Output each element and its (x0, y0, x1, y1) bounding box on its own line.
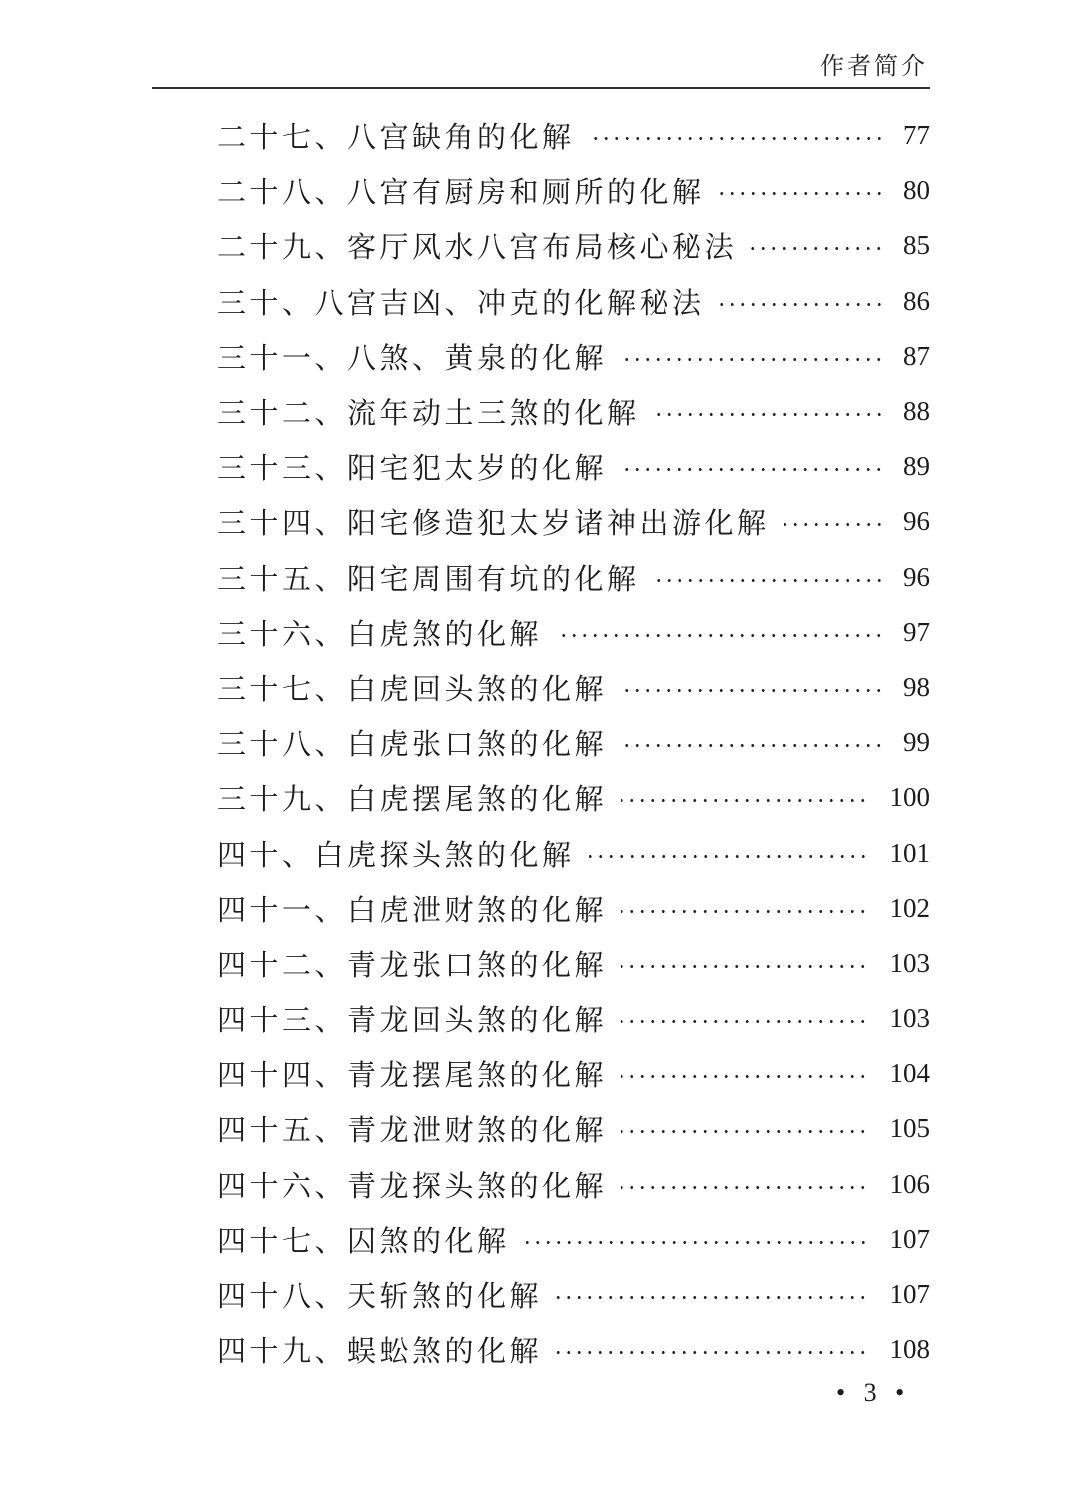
toc-entry-title: 四十一、白虎泄财煞的化解 (217, 892, 608, 927)
table-of-contents (217, 108, 930, 1377)
header-divider (152, 87, 930, 89)
toc-entry[interactable] (217, 770, 930, 825)
dot-leader (556, 1351, 868, 1354)
toc-entry-title: 四十、白虎探头煞的化解 (217, 837, 575, 872)
toc-entry-page: 100 (889, 782, 930, 813)
toc-entry-page: 96 (903, 506, 930, 537)
toc-entry-page: 85 (903, 230, 930, 261)
toc-entry-title: 三十五、阳宅周围有坑的化解 (217, 561, 640, 596)
toc-entry-title: 四十三、青龙回头煞的化解 (217, 1003, 608, 1038)
toc-entry-title: 二十九、客厅风水八宫布局核心秘法 (217, 230, 738, 265)
dot-leader (621, 358, 884, 361)
toc-entry[interactable] (217, 1212, 930, 1267)
toc-entry-page: 88 (903, 396, 930, 427)
toc-entry-page: 104 (889, 1058, 930, 1089)
toc-entry-title: 四十五、青龙泄财煞的化解 (217, 1113, 608, 1148)
dot-leader (621, 744, 884, 747)
toc-entry[interactable] (217, 605, 930, 660)
running-header: 作者简介 (820, 52, 928, 80)
dot-leader (556, 1296, 868, 1299)
toc-entry[interactable] (217, 108, 930, 163)
toc-entry[interactable] (217, 163, 930, 218)
toc-entry-page: 105 (889, 1113, 930, 1144)
dot-leader (654, 579, 884, 582)
toc-entry[interactable] (217, 1267, 930, 1322)
dot-leader (589, 137, 884, 140)
dot-leader (719, 303, 884, 306)
toc-entry-page: 97 (903, 616, 930, 647)
toc-entry[interactable] (217, 218, 930, 273)
toc-entry-page: 80 (903, 175, 930, 206)
toc-entry-page: 101 (889, 837, 930, 868)
toc-entry-title: 四十四、青龙摆尾煞的化解 (217, 1058, 608, 1093)
dot-leader (621, 1186, 868, 1189)
toc-entry[interactable] (217, 550, 930, 605)
toc-entry-page: 87 (903, 340, 930, 371)
toc-entry[interactable] (217, 274, 930, 329)
toc-entry[interactable] (217, 329, 930, 384)
toc-entry-page: 106 (889, 1168, 930, 1199)
toc-entry[interactable] (217, 494, 930, 549)
toc-entry-title: 四十二、青龙张口煞的化解 (217, 947, 608, 982)
toc-entry-title: 三十六、白虎煞的化解 (217, 616, 543, 651)
toc-entry-page: 103 (889, 1003, 930, 1034)
dot-leader (719, 192, 884, 195)
dot-leader (621, 1075, 868, 1078)
toc-entry-title: 四十七、囚煞的化解 (217, 1223, 510, 1258)
toc-entry-title: 三十七、白虎回头煞的化解 (217, 671, 608, 706)
toc-entry-page: 77 (903, 120, 930, 151)
dot-leader (621, 799, 868, 802)
dot-leader (621, 689, 884, 692)
toc-entry[interactable] (217, 660, 930, 715)
toc-entry[interactable] (217, 715, 930, 770)
toc-entry-title: 三十二、流年动土三煞的化解 (217, 396, 640, 431)
toc-entry[interactable] (217, 1101, 930, 1156)
toc-entry-page: 96 (903, 561, 930, 592)
toc-entry-page: 89 (903, 451, 930, 482)
toc-entry[interactable] (217, 1046, 930, 1101)
toc-entry-page: 108 (889, 1334, 930, 1365)
toc-entry[interactable] (217, 439, 930, 494)
dot-leader (524, 1241, 868, 1244)
toc-entry-title: 三十八、白虎张口煞的化解 (217, 727, 608, 762)
toc-entry[interactable] (217, 1322, 930, 1377)
toc-entry-page: 98 (903, 671, 930, 702)
toc-entry-title: 二十八、八宫有厨房和厕所的化解 (217, 175, 705, 210)
toc-entry-page: 102 (889, 892, 930, 923)
toc-entry-title: 三十、八宫吉凶、冲克的化解秘法 (217, 285, 705, 320)
toc-entry-title: 二十七、八宫缺角的化解 (217, 120, 575, 155)
toc-entry-page: 103 (889, 947, 930, 978)
dot-leader (751, 247, 884, 250)
dot-leader (556, 634, 884, 637)
dot-leader (784, 523, 884, 526)
dot-leader (621, 468, 884, 471)
toc-entry[interactable] (217, 825, 930, 880)
dot-leader (654, 413, 884, 416)
toc-entry[interactable] (217, 936, 930, 991)
dot-leader (621, 910, 868, 913)
toc-entry[interactable] (217, 384, 930, 439)
toc-entry-title: 三十九、白虎摆尾煞的化解 (217, 782, 608, 817)
toc-entry-title: 四十八、天斩煞的化解 (217, 1279, 543, 1314)
page-number: • 3 • (836, 1378, 911, 1407)
toc-entry-page: 99 (903, 727, 930, 758)
dot-leader (589, 855, 868, 858)
toc-entry-title: 三十三、阳宅犯太岁的化解 (217, 451, 608, 486)
toc-entry-page: 86 (903, 285, 930, 316)
dot-leader (621, 1130, 868, 1133)
toc-entry[interactable] (217, 881, 930, 936)
toc-entry-page: 107 (889, 1223, 930, 1254)
toc-entry-title: 四十六、青龙探头煞的化解 (217, 1168, 608, 1203)
toc-entry-title: 四十九、蜈蚣煞的化解 (217, 1334, 543, 1369)
toc-entry-title: 三十一、八煞、黄泉的化解 (217, 340, 608, 375)
dot-leader (621, 1020, 868, 1023)
dot-leader (621, 965, 868, 968)
toc-entry[interactable] (217, 1157, 930, 1212)
toc-entry-title: 三十四、阳宅修造犯太岁诸神出游化解 (217, 506, 770, 541)
toc-entry[interactable] (217, 991, 930, 1046)
toc-entry-page: 107 (889, 1279, 930, 1310)
